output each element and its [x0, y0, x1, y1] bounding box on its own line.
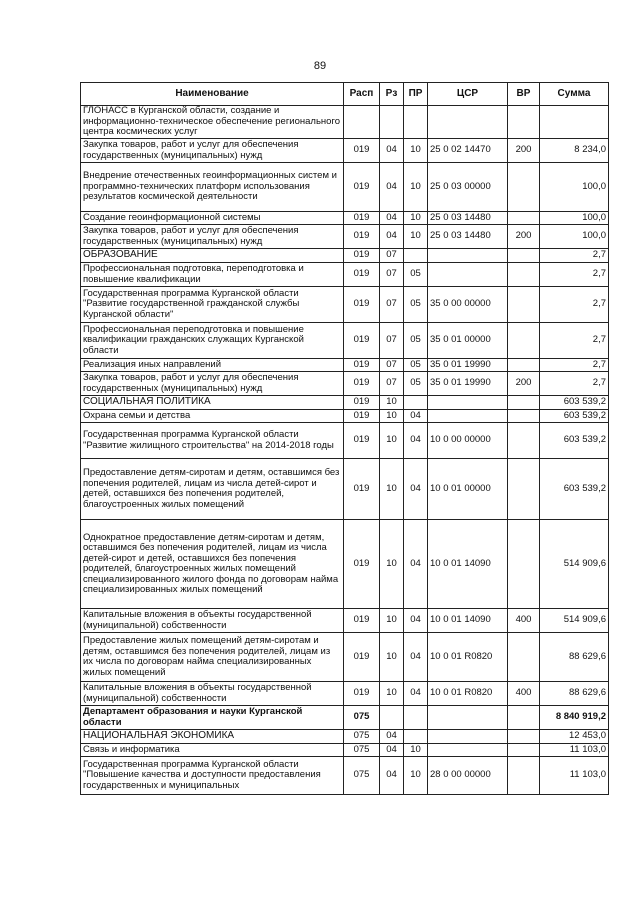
cell-pr: 10	[404, 744, 428, 757]
cell-name: Закупка товаров, работ и услуг для обеспечения государственных (муниципальных) нужд	[81, 372, 344, 396]
cell-rasp: 019	[344, 372, 380, 396]
cell-pr: 10	[404, 225, 428, 249]
cell-rasp: 019	[344, 609, 380, 633]
table-row	[81, 423, 609, 459]
cell-csr: 25 0 02 14470	[428, 139, 508, 163]
cell-vr	[508, 410, 540, 423]
cell-rasp: 019	[344, 410, 380, 423]
cell-sum: 514 909,6	[540, 609, 609, 633]
cell-vr	[508, 359, 540, 372]
cell-csr	[428, 249, 508, 263]
cell-vr	[508, 520, 540, 609]
cell-vr: 400	[508, 682, 540, 706]
table-row	[81, 459, 609, 520]
header-rz: Рз	[380, 83, 404, 106]
cell-csr	[428, 706, 508, 730]
cell-pr: 04	[404, 520, 428, 609]
cell-name: Предоставление жилых помещений детям-сиротам и детям, оставшимся без попечения родителей, лицам из их числа по договорам найма специализированных жилых помещений	[81, 633, 344, 682]
cell-pr	[404, 706, 428, 730]
cell-csr	[428, 106, 508, 139]
cell-vr	[508, 323, 540, 359]
cell-vr	[508, 396, 540, 410]
cell-rz: 04	[380, 744, 404, 757]
cell-sum: 8 840 919,2	[540, 706, 609, 730]
cell-sum: 100,0	[540, 163, 609, 212]
cell-rz: 04	[380, 757, 404, 795]
cell-name: Профессиональная подготовка, переподготовка и повышение квалификации	[81, 263, 344, 287]
cell-sum: 8 234,0	[540, 139, 609, 163]
cell-rz: 07	[380, 323, 404, 359]
table-row	[81, 212, 609, 225]
cell-rasp: 019	[344, 359, 380, 372]
cell-sum: 2,7	[540, 359, 609, 372]
cell-name: Капитальные вложения в объекты государственной (муниципальной) собственности	[81, 682, 344, 706]
cell-vr: 200	[508, 139, 540, 163]
cell-rz: 07	[380, 249, 404, 263]
cell-csr: 35 0 00 00000	[428, 287, 508, 323]
cell-rz: 10	[380, 423, 404, 459]
cell-vr	[508, 423, 540, 459]
cell-name: Внедрение отечественных геоинформационных систем и программно-технических платформ использования результатов космической деятельности	[81, 163, 344, 212]
table-row	[81, 106, 609, 139]
table-row	[81, 633, 609, 682]
cell-rasp: 075	[344, 744, 380, 757]
cell-sum: 603 539,2	[540, 423, 609, 459]
cell-rasp: 019	[344, 163, 380, 212]
cell-name: Государственная программа Курганской области "Развитие государственной гражданской службы Курганской области"	[81, 287, 344, 323]
cell-name: Охрана семьи и детства	[81, 410, 344, 423]
table-row	[81, 263, 609, 287]
cell-rz	[380, 106, 404, 139]
table-row	[81, 682, 609, 706]
cell-name: Однократное предоставление детям-сиротам и детям, оставшимся без попечения родителей, лицам из числа детей-сирот и детей, оставшихся без попечения родителей, благоустроенных жилых помещений специализированного жилого фонда по договорам найма специализированных жилых помещений	[81, 520, 344, 609]
cell-csr: 10 0 01 R0820	[428, 682, 508, 706]
cell-csr: 28 0 00 00000	[428, 757, 508, 795]
cell-name: Профессиональная переподготовка и повышение квалификации гражданских служащих Курганской области	[81, 323, 344, 359]
cell-rasp: 019	[344, 682, 380, 706]
cell-sum: 2,7	[540, 263, 609, 287]
cell-name: Закупка товаров, работ и услуг для обеспечения государственных (муниципальных) нужд	[81, 225, 344, 249]
cell-csr: 10 0 01 R0820	[428, 633, 508, 682]
table-header-row	[81, 83, 609, 106]
table-row	[81, 744, 609, 757]
page-number: 89	[313, 60, 327, 72]
cell-pr: 10	[404, 212, 428, 225]
cell-csr	[428, 730, 508, 744]
table-row	[81, 323, 609, 359]
cell-rasp: 019	[344, 396, 380, 410]
cell-csr: 25 0 03 14480	[428, 212, 508, 225]
cell-vr	[508, 757, 540, 795]
cell-rasp: 019	[344, 323, 380, 359]
cell-vr	[508, 163, 540, 212]
cell-csr: 35 0 01 19990	[428, 372, 508, 396]
header-name: Наименование	[81, 83, 344, 106]
cell-name: Предоставление детям-сиротам и детям, оставшимся без попечения родителей, лицам из числа детей-сирот и детей, оставшихся без попечения родителей, благоустроенных жилых помещений	[81, 459, 344, 520]
table-row	[81, 410, 609, 423]
cell-vr	[508, 633, 540, 682]
cell-csr: 10 0 01 14090	[428, 520, 508, 609]
table-row	[81, 372, 609, 396]
cell-rasp: 019	[344, 459, 380, 520]
cell-rasp: 019	[344, 520, 380, 609]
cell-name: Создание геоинформационной системы	[81, 212, 344, 225]
cell-sum: 100,0	[540, 212, 609, 225]
cell-rz: 07	[380, 372, 404, 396]
cell-sum: 88 629,6	[540, 682, 609, 706]
cell-pr: 10	[404, 757, 428, 795]
cell-pr: 04	[404, 682, 428, 706]
table-row	[81, 520, 609, 609]
cell-pr: 10	[404, 163, 428, 212]
cell-csr	[428, 263, 508, 287]
header-vr: ВР	[508, 83, 540, 106]
cell-rz: 10	[380, 682, 404, 706]
cell-csr: 10 0 01 00000	[428, 459, 508, 520]
cell-pr: 05	[404, 372, 428, 396]
table-row	[81, 163, 609, 212]
cell-name: НАЦИОНАЛЬНАЯ ЭКОНОМИКА	[81, 730, 344, 744]
cell-rz: 04	[380, 212, 404, 225]
cell-csr: 25 0 03 00000	[428, 163, 508, 212]
cell-pr: 04	[404, 459, 428, 520]
cell-sum: 514 909,6	[540, 520, 609, 609]
cell-rz: 10	[380, 633, 404, 682]
cell-pr: 05	[404, 263, 428, 287]
cell-vr: 200	[508, 225, 540, 249]
cell-pr	[404, 730, 428, 744]
cell-sum: 12 453,0	[540, 730, 609, 744]
cell-rz: 07	[380, 263, 404, 287]
table-row	[81, 287, 609, 323]
cell-rz: 04	[380, 139, 404, 163]
cell-vr	[508, 287, 540, 323]
cell-rz: 10	[380, 396, 404, 410]
header-sum: Сумма	[540, 83, 609, 106]
cell-name: Связь и информатика	[81, 744, 344, 757]
cell-sum: 603 539,2	[540, 410, 609, 423]
cell-rasp: 019	[344, 423, 380, 459]
cell-vr: 200	[508, 372, 540, 396]
header-pr: ПР	[404, 83, 428, 106]
cell-vr	[508, 263, 540, 287]
cell-sum: 11 103,0	[540, 757, 609, 795]
table-row	[81, 225, 609, 249]
cell-rz: 07	[380, 359, 404, 372]
cell-pr	[404, 396, 428, 410]
table-row	[81, 706, 609, 730]
cell-rz: 04	[380, 225, 404, 249]
table-row	[81, 730, 609, 744]
cell-rz: 10	[380, 410, 404, 423]
cell-pr: 04	[404, 609, 428, 633]
table-row	[81, 396, 609, 410]
cell-rz: 10	[380, 520, 404, 609]
cell-rz: 04	[380, 730, 404, 744]
cell-sum: 603 539,2	[540, 459, 609, 520]
cell-csr: 10 0 00 00000	[428, 423, 508, 459]
cell-rasp: 075	[344, 757, 380, 795]
table-row	[81, 249, 609, 263]
header-rasp: Расп	[344, 83, 380, 106]
cell-pr: 04	[404, 423, 428, 459]
cell-csr	[428, 410, 508, 423]
cell-csr: 35 0 01 19990	[428, 359, 508, 372]
cell-pr: 04	[404, 633, 428, 682]
cell-rasp: 019	[344, 212, 380, 225]
cell-rasp: 019	[344, 287, 380, 323]
budget-table	[80, 82, 609, 795]
cell-sum: 11 103,0	[540, 744, 609, 757]
cell-vr	[508, 706, 540, 730]
cell-name: Департамент образования и науки Курганской области	[81, 706, 344, 730]
cell-rz	[380, 706, 404, 730]
cell-csr	[428, 744, 508, 757]
cell-vr	[508, 459, 540, 520]
cell-rasp: 019	[344, 225, 380, 249]
cell-rasp: 075	[344, 706, 380, 730]
cell-sum: 2,7	[540, 287, 609, 323]
cell-name: Государственная программа Курганской области "Развитие жилищного строительства" на 2014-2018 годы	[81, 423, 344, 459]
cell-sum: 88 629,6	[540, 633, 609, 682]
cell-name: Реализация иных направлений	[81, 359, 344, 372]
cell-csr: 35 0 01 00000	[428, 323, 508, 359]
cell-pr	[404, 249, 428, 263]
cell-sum: 2,7	[540, 249, 609, 263]
table-row	[81, 757, 609, 795]
cell-name: СОЦИАЛЬНАЯ ПОЛИТИКА	[81, 396, 344, 410]
cell-rasp	[344, 106, 380, 139]
cell-sum	[540, 106, 609, 139]
cell-vr	[508, 212, 540, 225]
cell-vr: 400	[508, 609, 540, 633]
cell-sum: 2,7	[540, 323, 609, 359]
cell-rz: 10	[380, 609, 404, 633]
cell-csr: 25 0 03 14480	[428, 225, 508, 249]
cell-name: ОБРАЗОВАНИЕ	[81, 249, 344, 263]
cell-vr	[508, 730, 540, 744]
cell-pr: 05	[404, 359, 428, 372]
cell-pr: 05	[404, 287, 428, 323]
cell-name: Капитальные вложения в объекты государственной (муниципальной) собственности	[81, 609, 344, 633]
cell-rasp: 019	[344, 139, 380, 163]
header-csr: ЦСР	[428, 83, 508, 106]
cell-name: ГЛОНАСС в Курганской области, создание и информационно-техническое обеспечение регионального центра космических услуг	[81, 106, 344, 139]
cell-pr: 04	[404, 410, 428, 423]
cell-rasp: 019	[344, 249, 380, 263]
table-row	[81, 139, 609, 163]
table-row	[81, 609, 609, 633]
cell-csr	[428, 396, 508, 410]
table-row	[81, 359, 609, 372]
cell-rasp: 019	[344, 633, 380, 682]
cell-rz: 04	[380, 163, 404, 212]
cell-sum: 603 539,2	[540, 396, 609, 410]
cell-name: Государственная программа Курганской области "Повышение качества и доступности предоставления государственных и муниципальных	[81, 757, 344, 795]
cell-pr: 05	[404, 323, 428, 359]
cell-pr: 10	[404, 139, 428, 163]
cell-rasp: 019	[344, 263, 380, 287]
cell-vr	[508, 106, 540, 139]
cell-csr: 10 0 01 14090	[428, 609, 508, 633]
cell-name: Закупка товаров, работ и услуг для обеспечения государственных (муниципальных) нужд	[81, 139, 344, 163]
cell-vr	[508, 744, 540, 757]
cell-vr	[508, 249, 540, 263]
cell-rz: 07	[380, 287, 404, 323]
cell-sum: 2,7	[540, 372, 609, 396]
cell-rz: 10	[380, 459, 404, 520]
cell-sum: 100,0	[540, 225, 609, 249]
cell-pr	[404, 106, 428, 139]
cell-rasp: 075	[344, 730, 380, 744]
